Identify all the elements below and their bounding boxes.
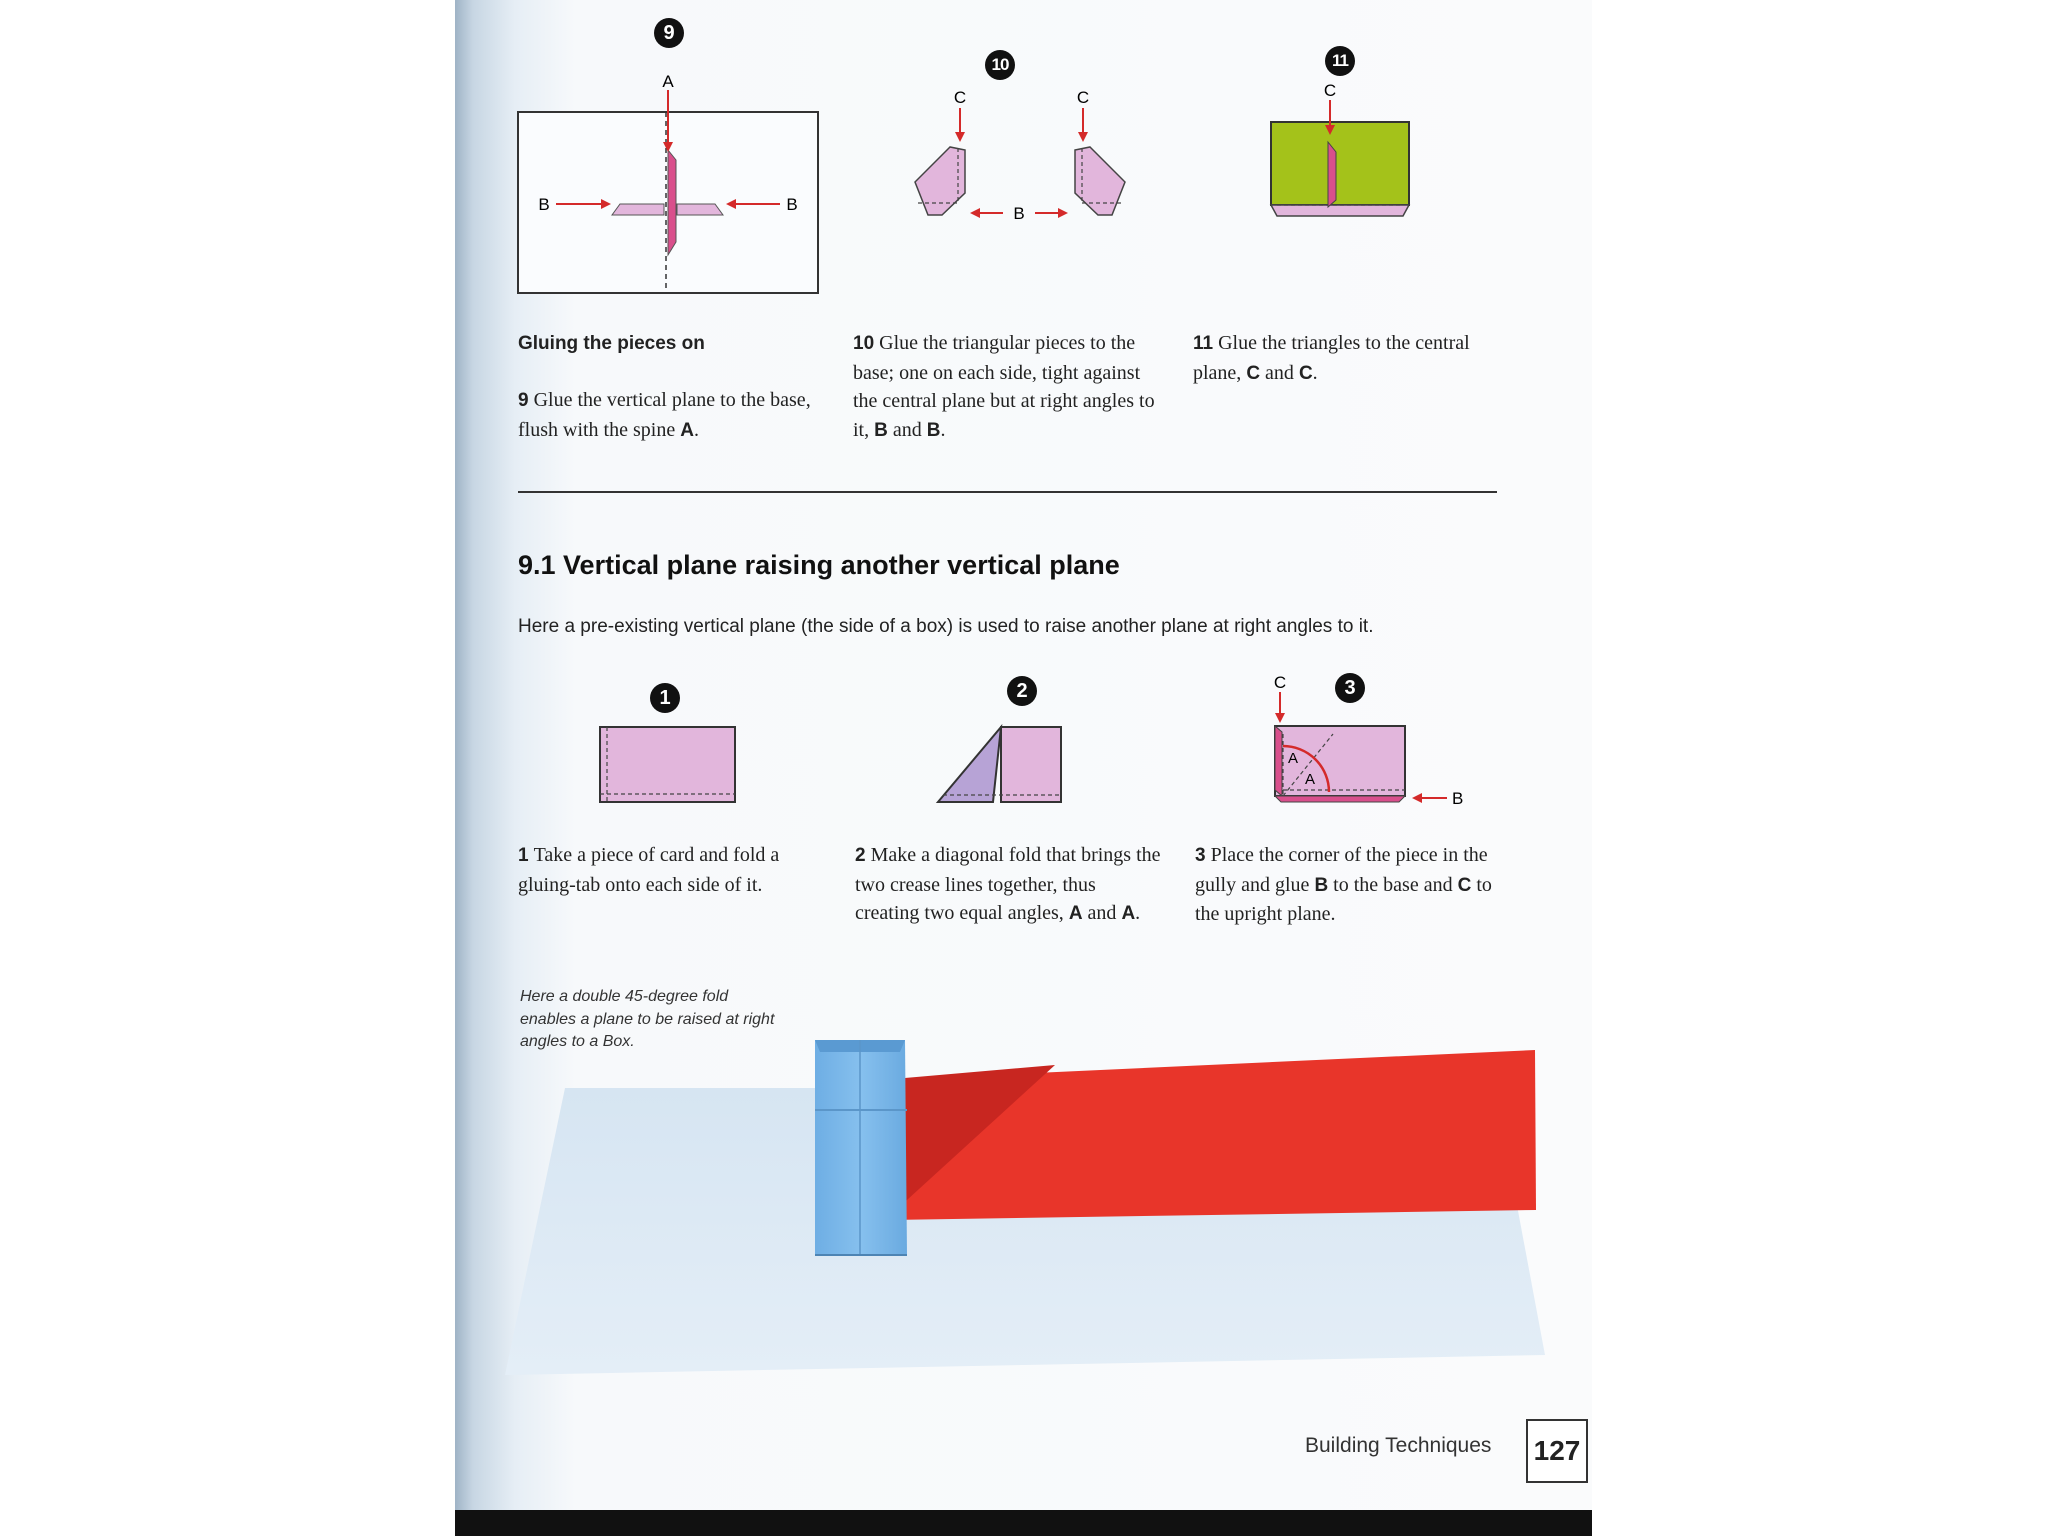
- label-b-right: B: [786, 195, 798, 214]
- step-1-number: 1: [659, 686, 671, 709]
- label-c-right: C: [1076, 88, 1090, 107]
- label-b: B: [1013, 204, 1025, 223]
- step-1-badge: [650, 683, 680, 713]
- caption-step-2: [855, 841, 1165, 929]
- caption-11-text: Glue the triangles to the central plane,: [1193, 332, 1470, 384]
- caption-2-bold-2: A: [1121, 903, 1136, 924]
- diagram-step-3: [1255, 670, 1464, 810]
- caption-3-mid: to the base and: [1328, 873, 1458, 896]
- section-intro: Here a pre-existing vertical plane (the side of a box) is used to raise another plane at right angles to it.: [518, 616, 1374, 637]
- caption-1-number: 1: [518, 845, 529, 866]
- section-title: 9.1 Vertical plane raising another vertical plane: [518, 550, 1120, 580]
- caption-step-11: [1193, 329, 1493, 388]
- label-angle-a1: A: [1287, 750, 1299, 767]
- label-a: A: [662, 72, 674, 91]
- label-c: C: [1273, 673, 1287, 692]
- label-b-left: B: [538, 195, 550, 214]
- label-c-left: C: [953, 88, 967, 107]
- caption-9-bold: A: [680, 419, 694, 441]
- caption-11-bold-1: C: [1246, 362, 1261, 384]
- caption-2-end: .: [1135, 902, 1141, 924]
- caption-10-number: 10: [853, 333, 875, 354]
- caption-11-bold-2: C: [1298, 362, 1313, 384]
- label-c: C: [1323, 81, 1337, 100]
- caption-3-bold-2: C: [1457, 874, 1472, 896]
- caption-3-end: to the upright plane.: [1195, 873, 1492, 925]
- diagram-step-2: [933, 720, 1103, 810]
- caption-2-mid: and: [1082, 902, 1122, 924]
- caption-10-text: Glue the triangular pieces to the base; one on each side, tight against the central plane but at right angles to it,: [853, 332, 1155, 441]
- book-page: [455, 0, 1592, 1536]
- caption-10-bold-1: B: [874, 419, 888, 441]
- diagram-step-11: [1265, 80, 1425, 230]
- caption-3-text: Place the corner of the piece in the gully and glue: [1195, 844, 1488, 896]
- blue-box: [815, 1040, 907, 1255]
- caption-2-text: Make a diagonal fold that brings the two crease lines together, thus creating two equal angles,: [855, 844, 1161, 924]
- gluing-heading: Gluing the pieces on: [518, 333, 705, 354]
- step-10-number: 10: [991, 55, 1009, 74]
- caption-step-1: [518, 841, 818, 899]
- diagram-step-9: [515, 70, 835, 300]
- footer-label: Building Techniques: [1305, 1434, 1492, 1457]
- diagram-step-1: [595, 720, 745, 810]
- caption-step-10: [853, 329, 1163, 445]
- step-9-number: 9: [663, 21, 675, 44]
- step-9-badge: [654, 18, 684, 48]
- caption-2-bold-1: A: [1068, 903, 1083, 924]
- caption-9-number: 9: [518, 390, 529, 411]
- page-number-text: 127: [1533, 1435, 1581, 1466]
- diagram-step-10: [885, 85, 1145, 225]
- photo-caption: Here a double 45-degree fold enables a plane to be raised at right angles to a Box.: [520, 988, 775, 1050]
- caption-3-bold-1: B: [1314, 874, 1329, 896]
- caption-9-text: Glue the vertical plane to the base, flush with the spine: [518, 389, 811, 441]
- photo-box-and-plane: [495, 1020, 1575, 1400]
- page-bottom-edge: [455, 1510, 1592, 1536]
- label-b: B: [1452, 789, 1464, 808]
- page-number: [1526, 1419, 1588, 1483]
- caption-10-bold-2: B: [926, 419, 941, 441]
- caption-10-mid: and: [887, 418, 927, 441]
- caption-2-number: 2: [855, 845, 866, 866]
- caption-9-end: .: [693, 418, 699, 441]
- caption-10-end: .: [940, 418, 946, 441]
- label-angle-a2: A: [1304, 771, 1316, 788]
- step-2-number: 2: [1016, 679, 1028, 702]
- step-3-number: 3: [1344, 676, 1356, 699]
- step-11-badge: [1325, 46, 1355, 76]
- step-11-number: 11: [1332, 51, 1348, 70]
- step-10-badge: [985, 50, 1015, 80]
- section-divider: [518, 491, 1497, 493]
- caption-step-9: [518, 386, 828, 445]
- caption-11-end: .: [1312, 361, 1318, 384]
- caption-1-text: Take a piece of card and fold a gluing-tab onto each side of it.: [518, 844, 780, 896]
- caption-11-number: 11: [1193, 333, 1214, 354]
- caption-step-3: [1195, 841, 1515, 929]
- caption-11-mid: and: [1260, 361, 1299, 384]
- caption-3-number: 3: [1195, 845, 1206, 866]
- step-2-badge: [1007, 676, 1037, 706]
